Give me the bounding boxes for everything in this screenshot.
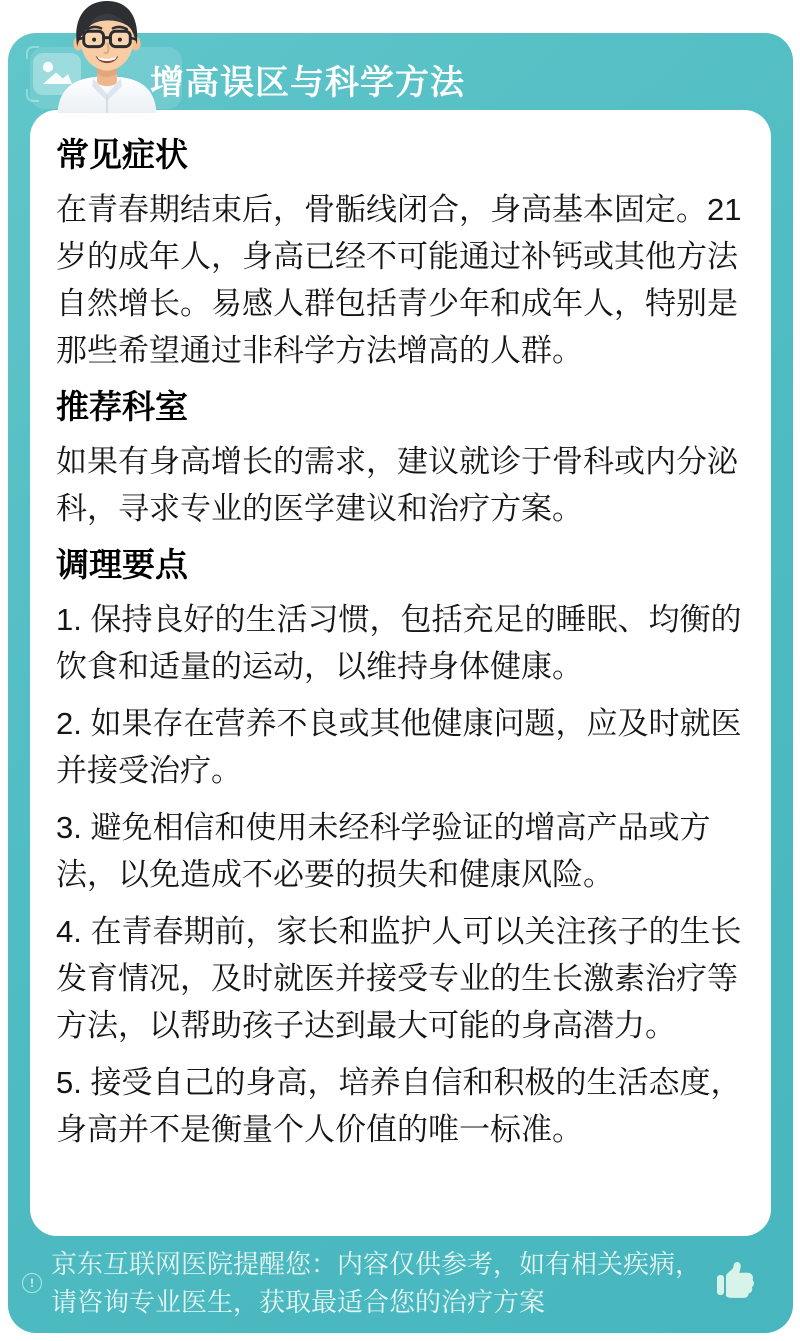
consultation-card — [8, 33, 793, 1333]
avatar-head — [73, 1, 140, 86]
section-heading: 调理要点 — [56, 546, 188, 583]
section-heading: 推荐科室 — [56, 388, 188, 425]
content-card — [30, 110, 771, 1236]
list-item: 2. 如果存在营养不良或其他健康问题，应及时就医并接受治疗。 — [56, 706, 742, 788]
section-heading: 常见症状 — [56, 136, 188, 173]
info-icon: ! — [22, 1273, 42, 1293]
list-item: 3. 避免相信和使用未经科学验证的增高产品或方法，以免造成不必要的损失和健康风险。 — [56, 810, 711, 892]
footer-disclaimer-bar — [8, 1236, 793, 1333]
list-item: 1. 保持良好的生活习惯，包括充足的睡眠、均衡的饮食和适量的运动，以维持身体健康。 — [56, 602, 742, 684]
disclaimer-text: 京东互联网医院提醒您：内容仅供参考，如有相关疾病，请咨询专业医生，获取最适合您的治疗方案 — [51, 1248, 702, 1317]
thumbs-up-icon[interactable] — [715, 1262, 755, 1298]
list-item: 5. 接受自己的身高，培养自信和积极的生活态度，身高并不是衡量个人价值的唯一标准。 — [56, 1065, 742, 1147]
paragraph: 在青春期结束后，骨骺线闭合，身高基本固定。21岁的成年人，身高已经不可能通过补钙或其他方法自然增长。易感人群包括青少年和成年人，特别是那些希望通过非科学方法增高的人群。 — [56, 192, 742, 368]
paragraph: 如果有身高增长的需求，建议就诊于骨科或内分泌科，寻求专业的医学建议和治疗方案。 — [56, 444, 738, 526]
page-title: 增高误区与科学方法 — [150, 64, 465, 102]
doctor-avatar — [46, 0, 168, 113]
list-item: 4. 在青春期前，家长和监护人可以关注孩子的生长发育情况，及时就医并接受专业的生长激素治疗等方法，以帮助孩子达到最大可能的身高潜力。 — [56, 914, 742, 1043]
